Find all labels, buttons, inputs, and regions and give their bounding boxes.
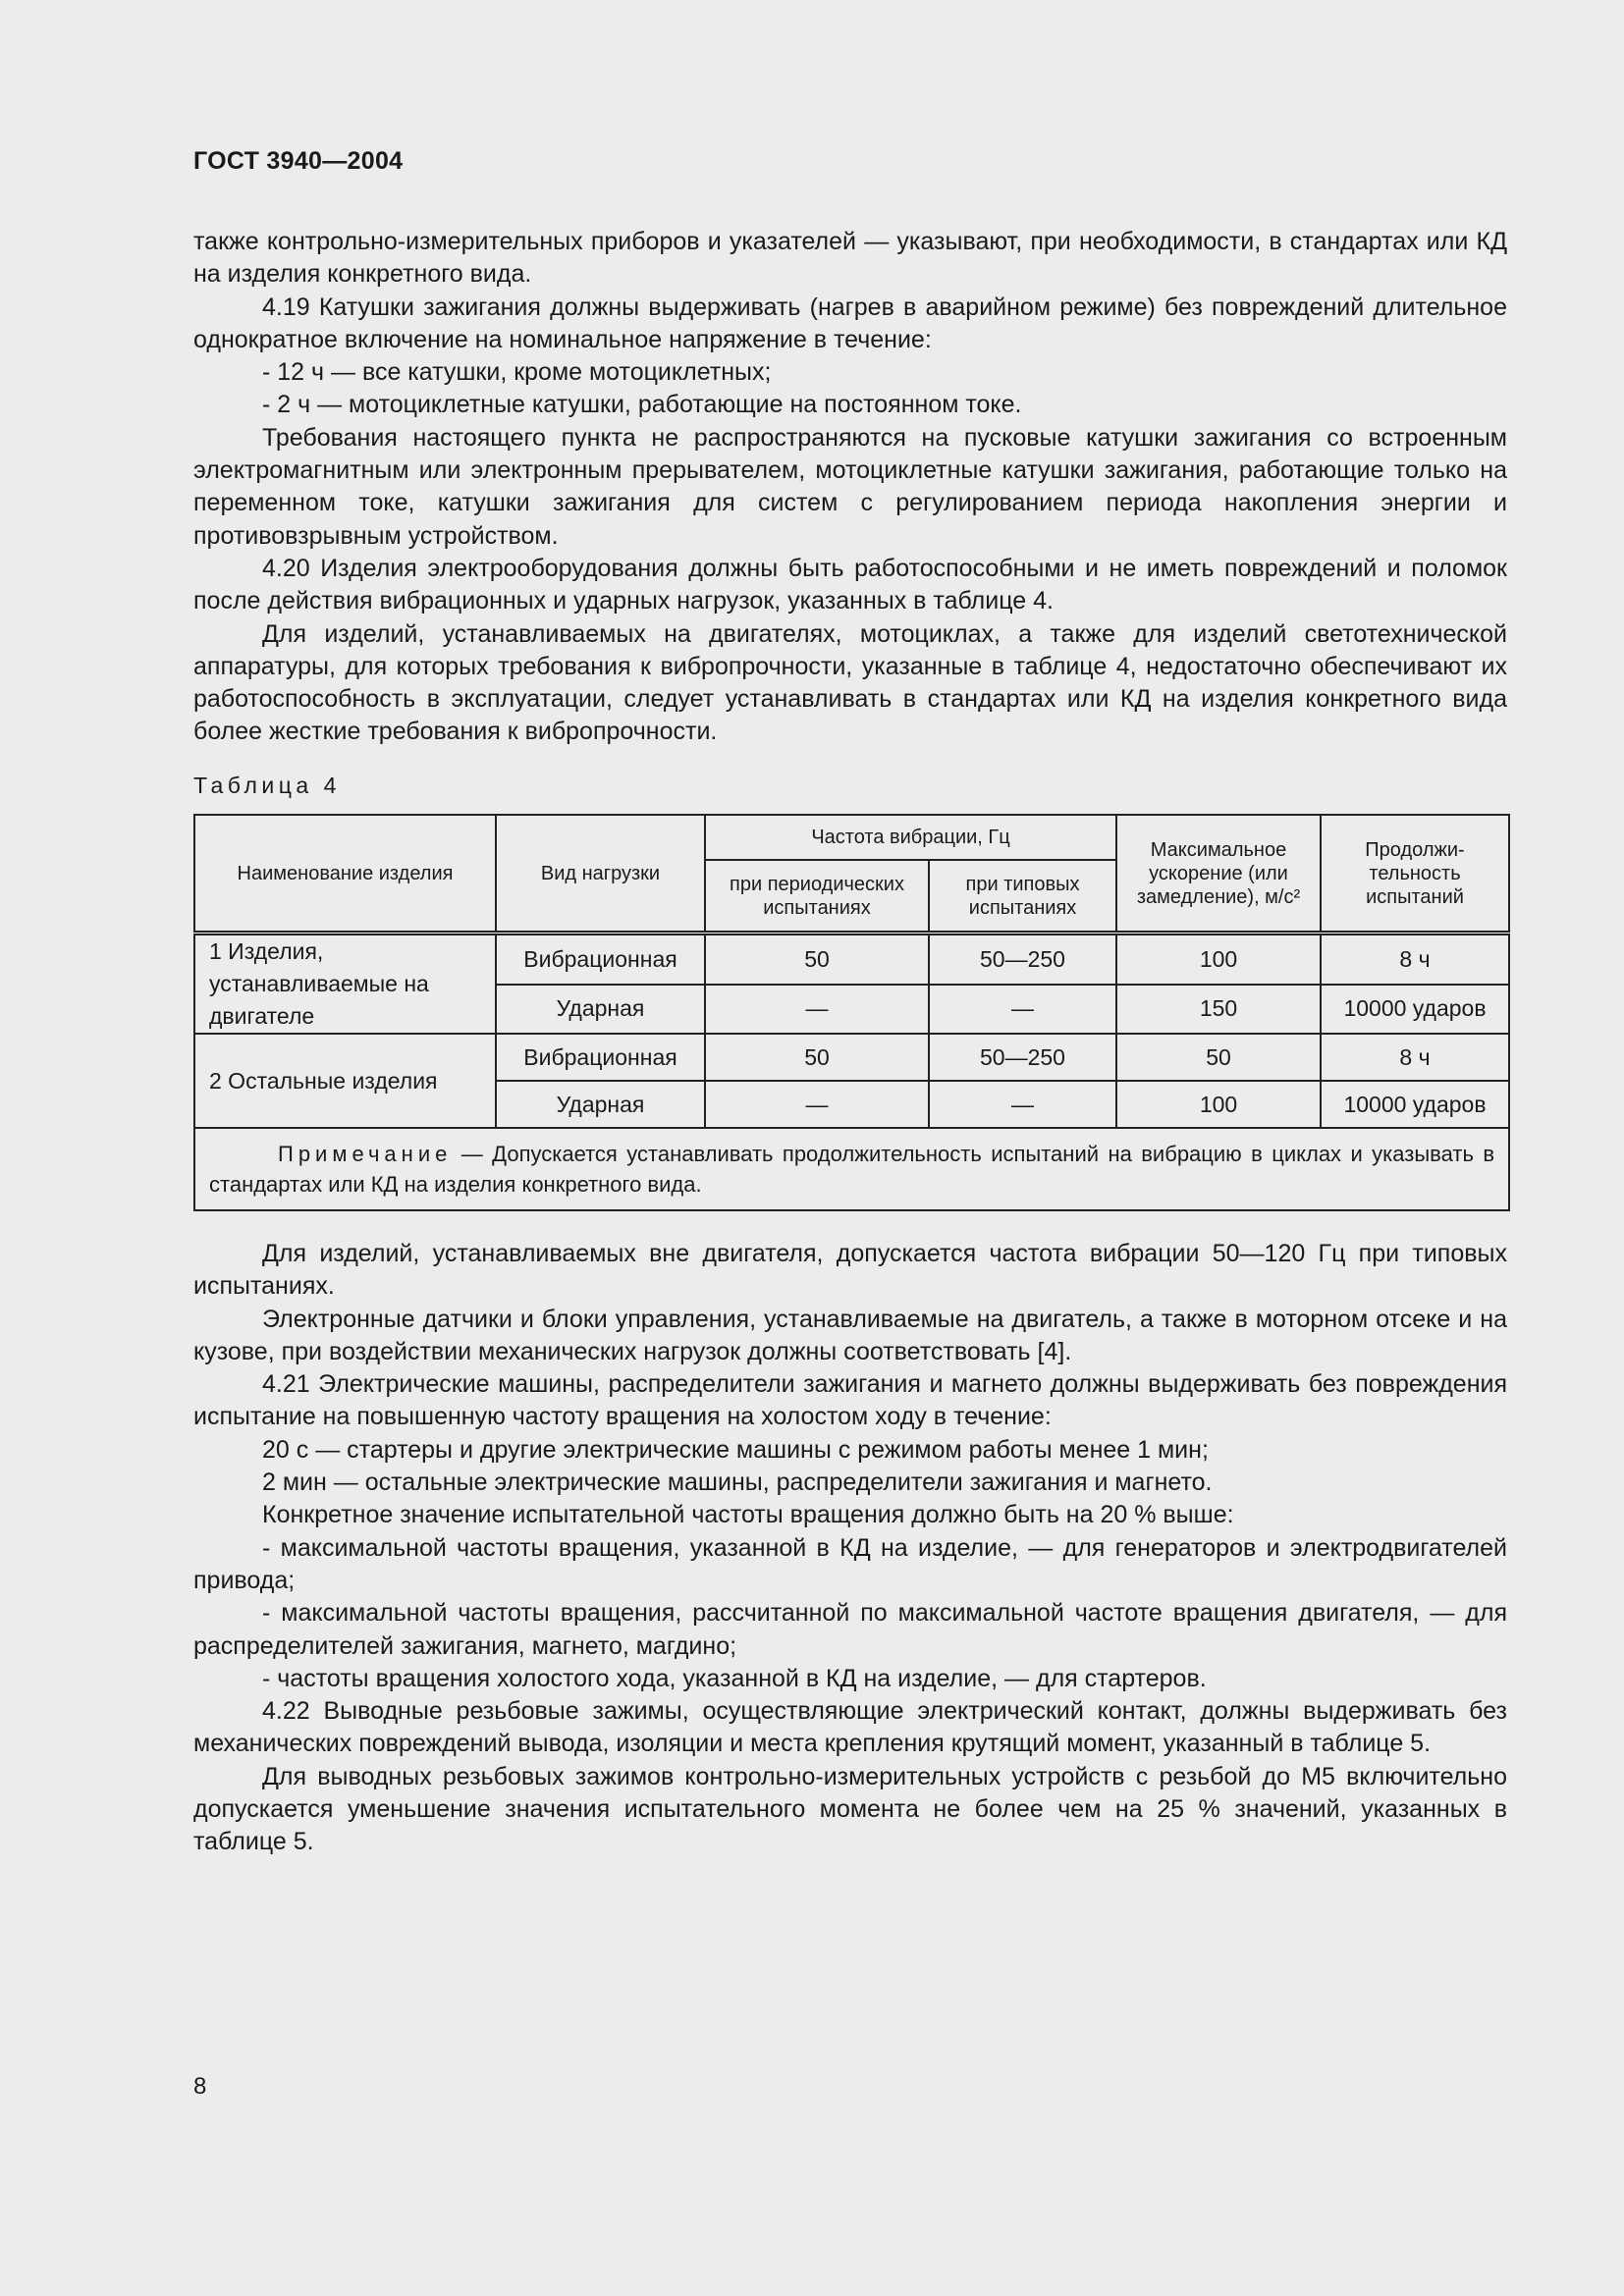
cell-type: 50—250 xyxy=(929,934,1116,985)
paragraph: 4.20 Изделия электрооборудования должны быть работоспособными и не иметь повреждений и поломок после действия вибрационных и ударных нагрузок, указанных в таблице 4. xyxy=(193,554,1507,615)
cell-accel: 50 xyxy=(1116,1034,1321,1081)
cell-accel: 100 xyxy=(1116,1081,1321,1128)
text-block-lower xyxy=(193,1238,1507,1859)
cell-load: Ударная xyxy=(496,985,705,1034)
list-item: 2 мин — остальные электрические машины, распределители зажигания и магнето. xyxy=(262,1468,1213,1497)
header-acceleration: Максимальное ускорение (или замедление), м/с² xyxy=(1116,815,1321,934)
paragraph: Для изделий, устанавливаемых вне двигателя, допускается частота вибрации 50—120 Гц при типовых испытаниях. xyxy=(193,1240,1507,1301)
cell-periodic: 50 xyxy=(705,1034,929,1081)
header-load: Вид нагрузки xyxy=(496,815,705,934)
cell-periodic: — xyxy=(705,1081,929,1128)
paragraph: Требования настоящего пункта не распространяются на пусковые катушки зажигания со встроенным электромагнитным или электронным прерывателем, мотоциклетные катушки зажигания, работающие только на переменном токе, катушки зажигания для систем с регулированием периода накопления энергии и противовзрывным устройством. xyxy=(193,423,1507,550)
paragraph: Конкретное значение испытательной частоты вращения должно быть на 20 % выше: xyxy=(262,1501,1234,1529)
cell-load: Вибрационная xyxy=(496,934,705,985)
paragraph: Для выводных резьбовых зажимов контрольно-измерительных устройств с резьбой до М5 включительно допускается уменьшение значения испытательного момента не более чем на 25 % значений, указанных в таблице 5. xyxy=(193,1762,1507,1856)
cell-load: Вибрационная xyxy=(496,1034,705,1081)
list-item: - максимальной частоты вращения, указанной в КД на изделие, — для генераторов и электродвигателей привода; xyxy=(193,1533,1507,1594)
table-note-row xyxy=(194,1128,1509,1210)
paragraph: Электронные датчики и блоки управления, устанавливаемые на двигатель, а также в моторном отсеке и на кузове, при воздействии механических нагрузок должны соответствовать [4]. xyxy=(193,1305,1507,1365)
cell-duration: 10000 ударов xyxy=(1321,985,1509,1034)
vibration-table xyxy=(193,814,1510,1211)
cell-duration: 8 ч xyxy=(1321,934,1509,985)
cell-duration: 8 ч xyxy=(1321,1034,1509,1081)
table-row xyxy=(194,1034,1509,1081)
header-frequency: Частота вибрации, Гц xyxy=(705,815,1116,860)
cell-periodic: 50 xyxy=(705,934,929,985)
list-item: - частоты вращения холостого хода, указанной в КД на изделие, — для стартеров. xyxy=(262,1664,1207,1692)
text-block-upper xyxy=(193,226,1507,749)
group-name: 2 Остальные изделия xyxy=(194,1034,496,1128)
note-text: — Допускается устанавливать продолжительность испытаний на вибрацию в циклах и указывать в стандартах или КД на изделия конкретного вида. xyxy=(209,1142,1495,1197)
header-frequency-periodic: при периодических испытаниях xyxy=(705,860,929,934)
table-caption: Таблица 4 xyxy=(193,773,341,798)
cell-load: Ударная xyxy=(496,1081,705,1128)
document-header: ГОСТ 3940—2004 xyxy=(193,147,404,175)
paragraph: 4.22 Выводные резьбовые зажимы, осуществляющие электрический контакт, должны выдерживать без механических повреждений вывода, изоляции и места крепления крутящий момент, указанный в таблице 5. xyxy=(193,1697,1507,1758)
list-item: - максимальной частоты вращения, рассчитанной по максимальной частоте вращения двигателя, — для распределителей зажигания, магнето, магдино; xyxy=(193,1599,1507,1660)
page-number: 8 xyxy=(193,2073,207,2100)
cell-duration: 10000 ударов xyxy=(1321,1081,1509,1128)
paragraph: также контрольно-измерительных приборов и указателей — указывают, при необходимости, в стандартах или КД на изделия конкретного вида. xyxy=(193,228,1507,289)
list-item: - 2 ч — мотоциклетные катушки, работающие на постоянном токе. xyxy=(262,391,1022,419)
header-name: Наименование изделия xyxy=(194,815,496,934)
cell-type: 50—250 xyxy=(929,1034,1116,1081)
table-row xyxy=(194,934,1509,985)
paragraph: Для изделий, устанавливаемых на двигателях, мотоциклах, а также для изделий светотехнической аппаратуры, для которых требования к вибропрочности, указанные в таблице 4, недостаточно обеспечивают их работоспособность в эксплуатации, следует устанавливать в стандартах или КД на изделия конкретного вида более жесткие требования к вибропрочности. xyxy=(193,619,1507,746)
list-item: - 12 ч — все катушки, кроме мотоциклетных; xyxy=(262,358,772,387)
note-label: Примечание xyxy=(278,1142,453,1166)
cell-accel: 100 xyxy=(1116,934,1321,985)
cell-type: — xyxy=(929,985,1116,1034)
cell-type: — xyxy=(929,1081,1116,1128)
header-duration: Продолжи-тельность испытаний xyxy=(1321,815,1509,934)
group-name: 1 Изделия, устанавливаемые на двигателе xyxy=(194,934,496,1035)
cell-accel: 150 xyxy=(1116,985,1321,1034)
header-frequency-type: при типовых испытаниях xyxy=(929,860,1116,934)
list-item: 20 с — стартеры и другие электрические машины с режимом работы менее 1 мин; xyxy=(262,1435,1209,1464)
paragraph: 4.19 Катушки зажигания должны выдерживать (нагрев в аварийном режиме) без повреждений длительное однократное включение на номинальное напряжение в течение: xyxy=(193,293,1507,353)
cell-periodic: — xyxy=(705,985,929,1034)
table-note xyxy=(194,1128,1509,1210)
paragraph: 4.21 Электрические машины, распределители зажигания и магнето должны выдерживать без повреждения испытание на повышенную частоту вращения на холостом ходу в течение: xyxy=(193,1370,1507,1431)
